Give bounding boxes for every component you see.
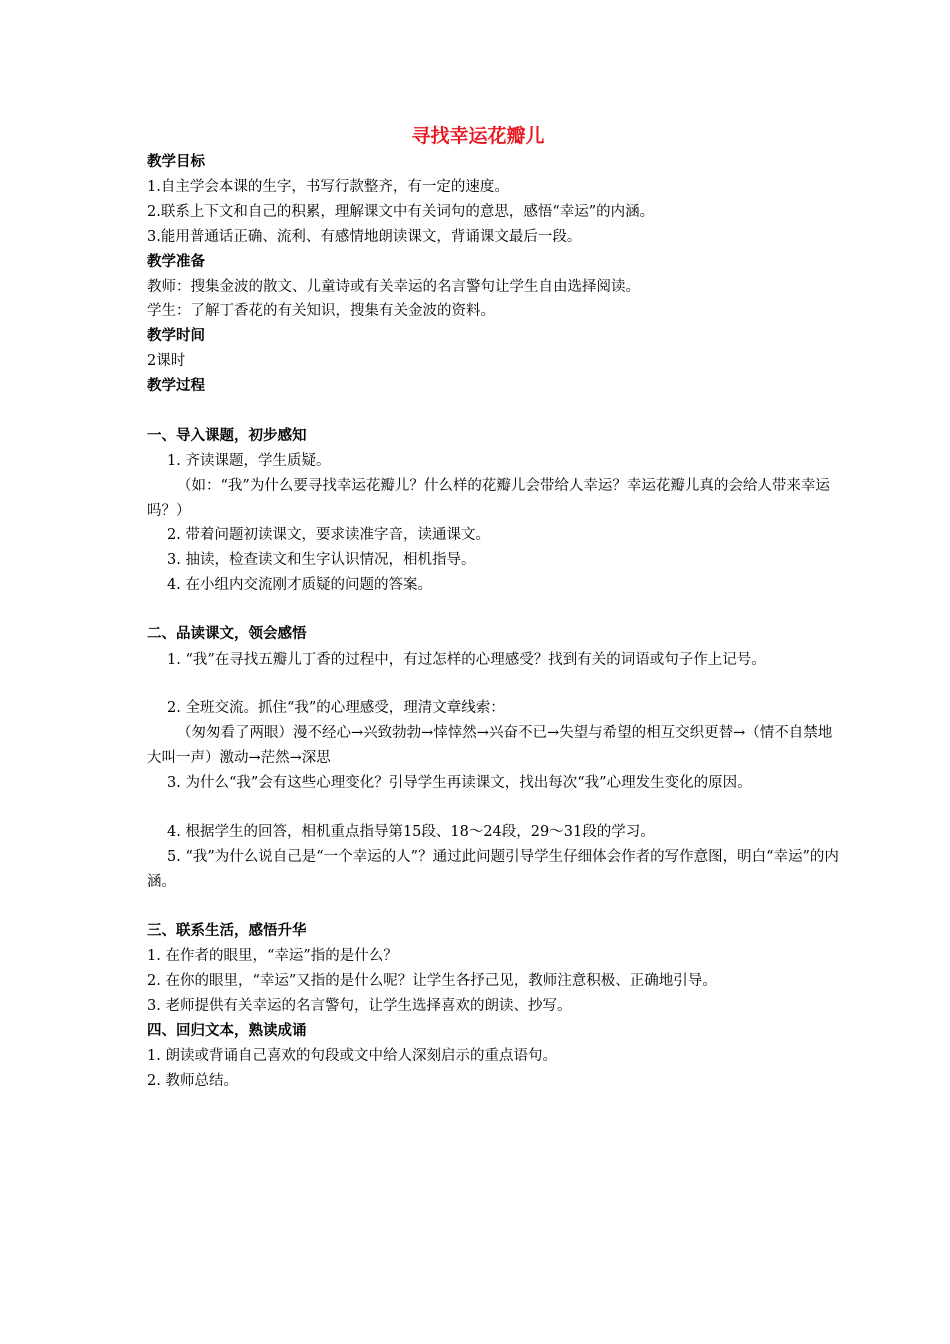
- section-3-item-1: 1. 在作者的眼里，“幸运”指的是什么？: [147, 948, 398, 964]
- section-4-item-2: 2. 教师总结。: [147, 1073, 238, 1089]
- goal-item-3: 3.能用普通话正确、流利、有感情地朗读课文，背诵课文最后一段。: [147, 229, 582, 245]
- section-1-item-4: 4. 在小组内交流刚才质疑的问题的答案。: [167, 577, 432, 593]
- section-2-item-5: 5. “我”为什么说自己是“一个幸运的人”？通过此问题引导学生仔细体会作者的写作意图，明白“幸运”的内涵。: [147, 849, 839, 890]
- section-1-item-1-note: （如：“我”为什么要寻找幸运花瓣儿？什么样的花瓣儿会带给人幸运？幸运花瓣儿真的会给人带来幸运吗？）: [147, 478, 830, 519]
- section-2-chain: （匆匆看了两眼）漫不经心→兴致勃勃→悻悻然→兴奋不已→失望与希望的相互交织更替→（情不自禁地大叫一声）激动→茫然→深思: [147, 725, 833, 766]
- time-value: 2课时: [147, 353, 186, 369]
- section-1-item-1: 1. 齐读课题，学生质疑。: [167, 453, 331, 469]
- heading-goals: 教学目标: [147, 154, 205, 170]
- section-1-item-3: 3. 抽读，检查读文和生字认识情况，相机指导。: [167, 552, 476, 568]
- section-1-heading: 一、导入课题，初步感知: [147, 428, 307, 444]
- section-2-item-1: 1. “我”在寻找五瓣儿丁香的过程中，有过怎样的心理感受？找到有关的词语或句子作上记号。: [167, 652, 766, 668]
- section-4-item-1: 1. 朗读或背诵自己喜欢的句段或文中给人深刻启示的重点语句。: [147, 1048, 557, 1064]
- document-title: 寻找幸运花瓣儿: [411, 125, 545, 147]
- section-3-heading: 三、联系生活，感悟升华: [147, 923, 307, 939]
- heading-prep: 教学准备: [147, 254, 205, 270]
- section-1-item-2: 2. 带着问题初读课文，要求读准字音，读通课文。: [167, 527, 490, 543]
- section-3-item-3: 3. 老师提供有关幸运的名言警句，让学生选择喜欢的朗读、抄写。: [147, 998, 572, 1014]
- goal-item-2: 2.联系上下文和自己的积累，理解课文中有关词句的意思，感悟“幸运”的内涵。: [147, 204, 655, 220]
- prep-item-teacher: 教师：搜集金波的散文、儿童诗或有关幸运的名言警句让学生自由选择阅读。: [147, 279, 640, 295]
- section-4-heading: 四、回归文本，熟读成诵: [147, 1023, 307, 1039]
- section-2-heading: 二、品读课文，领会感悟: [147, 626, 307, 642]
- section-2-item-4: 4. 根据学生的回答，相机重点指导第15段、18～24段，29～31段的学习。: [167, 824, 655, 840]
- section-3-item-2: 2. 在你的眼里，“幸运”又指的是什么呢？让学生各抒己见，教师注意积极、正确地引导。: [147, 973, 717, 989]
- heading-process: 教学过程: [147, 378, 205, 394]
- prep-item-student: 学生：了解丁香花的有关知识，搜集有关金波的资料。: [147, 303, 495, 319]
- heading-time: 教学时间: [147, 328, 205, 344]
- section-2-item-2: 2. 全班交流。抓住“我”的心理感受，理清文章线索：: [167, 700, 505, 716]
- goal-item-1: 1.自主学会本课的生字，书写行款整齐，有一定的速度。: [147, 179, 509, 195]
- section-2-item-3: 3. 为什么“我”会有这些心理变化？引导学生再读课文，找出每次“我”心理发生变化的原因。: [167, 775, 752, 791]
